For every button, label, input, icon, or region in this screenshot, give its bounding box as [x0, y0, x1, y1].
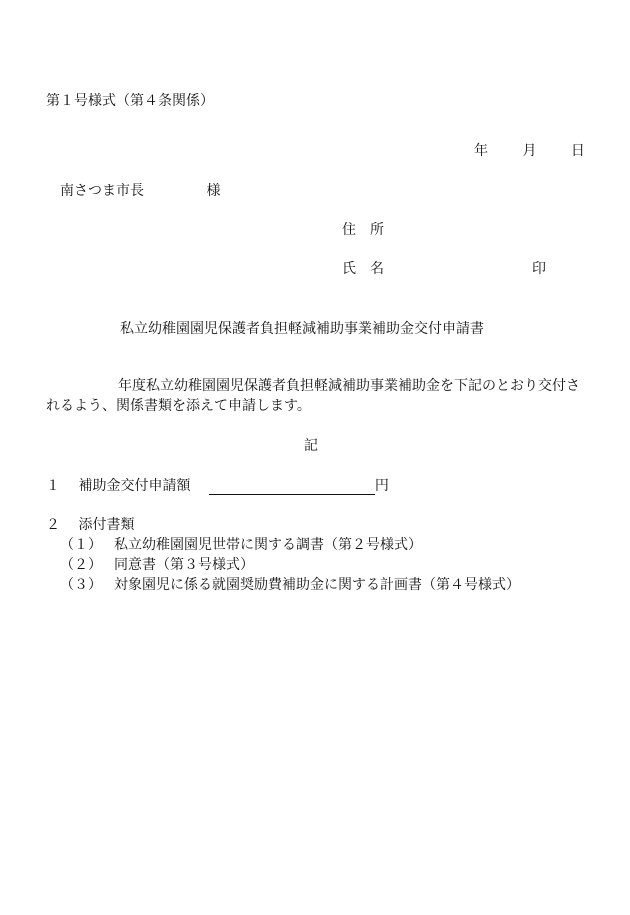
- addressee-honorific: 様: [206, 183, 221, 199]
- date-month: 月: [522, 143, 537, 159]
- addressee: [60, 182, 220, 200]
- attachment-number: （１）: [60, 537, 102, 553]
- amount-field[interactable]: [209, 478, 375, 495]
- item-2: [46, 516, 134, 534]
- attachment-item: [60, 556, 254, 574]
- item-1-number: １: [46, 478, 60, 494]
- attachment-item: [60, 536, 422, 554]
- attachment-number: （２）: [60, 557, 102, 573]
- item-1-label: 補助金交付申請額: [78, 478, 191, 494]
- item-2-label: 添付書類: [78, 517, 135, 533]
- date-day: 日: [570, 143, 585, 159]
- item-1: [46, 477, 389, 495]
- ki-heading: 記: [304, 438, 318, 454]
- date-year: 年: [474, 143, 488, 159]
- form-number: 第１号様式（第４条関係）: [46, 93, 214, 109]
- attachment-number: （３）: [60, 577, 102, 593]
- attachment-text: 同意書（第３号様式）: [114, 557, 254, 573]
- attachment-text: 私立幼稚園園児世帯に関する調書（第２号様式）: [114, 537, 422, 553]
- item-1-unit: 円: [374, 478, 389, 494]
- name-label: 氏 名: [342, 261, 384, 277]
- document-title: 私立幼稚園園児保護者負担軽減補助事業補助金交付申請書: [120, 321, 484, 337]
- address-label: 住 所: [342, 222, 384, 238]
- date-line: [474, 142, 585, 160]
- addressee-mayor: 南さつま市長: [60, 183, 144, 199]
- attachment-item: [60, 576, 520, 594]
- seal-mark: 印: [532, 261, 546, 277]
- body-paragraph: 年度私立幼稚園園児保護者負担軽減補助事業補助金を下記のとおり交付されるよう、関係書類を添えて申請します。: [46, 378, 580, 414]
- item-2-number: ２: [46, 517, 60, 533]
- attachment-text: 対象園児に係る就園奨励費補助金に関する計画書（第４号様式）: [114, 577, 520, 593]
